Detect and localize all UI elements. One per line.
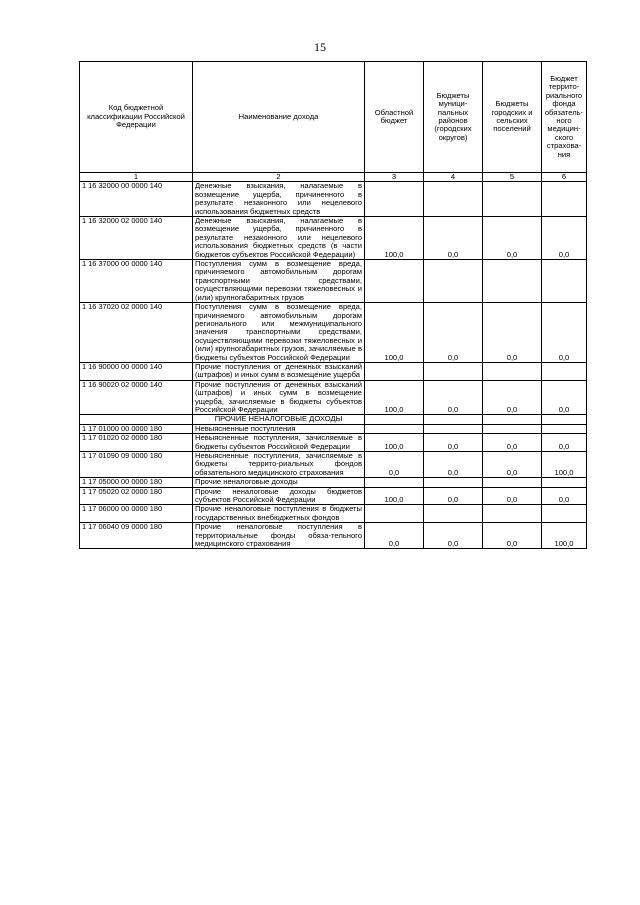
regional-budget-share	[365, 505, 424, 523]
regional-budget-share: 100,0	[365, 434, 424, 452]
municipal-budget-share: 0,0	[424, 217, 483, 260]
municipal-budget-share: 0,0	[424, 523, 483, 549]
medical-fund-share	[542, 424, 587, 433]
municipal-budget-share	[424, 182, 483, 217]
municipal-budget-share	[424, 415, 483, 424]
revenue-name: Прочие поступления от денежных взысканий (штрафов) и иных сумм в возмещение ущерба	[193, 362, 365, 380]
table-row	[80, 217, 587, 260]
revenue-name: Прочие неналоговые доходы	[193, 478, 365, 487]
regional-budget-share: 100,0	[365, 380, 424, 415]
table-row	[80, 260, 587, 303]
table-row	[80, 487, 587, 505]
revenue-code: 1 17 01000 00 0000 180	[80, 424, 193, 433]
municipal-budget-share: 0,0	[424, 380, 483, 415]
municipal-budget-share: 0,0	[424, 487, 483, 505]
settlement-budget-share: 0,0	[483, 217, 542, 260]
settlement-budget-share	[483, 260, 542, 303]
revenue-code: 1 17 06040 09 0000 180	[80, 523, 193, 549]
municipal-budget-share	[424, 505, 483, 523]
column-number: 2	[193, 173, 365, 182]
municipal-budget-share	[424, 362, 483, 380]
settlement-budget-share: 0,0	[483, 487, 542, 505]
medical-fund-share: 0,0	[542, 380, 587, 415]
revenue-name: Невыясненные поступления, зачисляемые в бюджеты субъектов Российской Федерации	[193, 434, 365, 452]
medical-fund-share: 0,0	[542, 487, 587, 505]
regional-budget-share: 0,0	[365, 452, 424, 478]
column-number: 1	[80, 173, 193, 182]
revenue-name: ПРОЧИЕ НЕНАЛОГОВЫЕ ДОХОДЫ	[193, 415, 365, 424]
table-row	[80, 434, 587, 452]
settlement-budget-share: 0,0	[483, 380, 542, 415]
revenue-name: Невыясненные поступления, зачисляемые в бюджеты террито-риальных фондов обязательного медицинского страхования	[193, 452, 365, 478]
column-header-regional-budget: Областной бюджет	[365, 62, 424, 173]
table-row	[80, 303, 587, 363]
revenue-code: 1 17 05000 00 0000 180	[80, 478, 193, 487]
regional-budget-share	[365, 182, 424, 217]
table-row	[80, 478, 587, 487]
revenue-code: 1 16 37000 00 0000 140	[80, 260, 193, 303]
settlement-budget-share	[483, 478, 542, 487]
revenue-code: 1 16 90000 00 0000 140	[80, 362, 193, 380]
settlement-budget-share	[483, 362, 542, 380]
regional-budget-share	[365, 424, 424, 433]
medical-fund-share	[542, 362, 587, 380]
revenue-name: Денежные взыскания, налагаемые в возмещение ущерба, причиненного в результате незаконного или нецелевого использования бюджетных средств (в части бюджетов субъектов Российской Федерации)	[193, 217, 365, 260]
table-row	[80, 452, 587, 478]
medical-fund-share	[542, 182, 587, 217]
revenue-name: Поступления сумм в возмещение вреда, причиняемого автомобильным дорогам регионального или межмуниципального значения транспортными средствами, осуществляющими перевозки тяжеловесных и (или) крупногабаритных грузов, зачисляемые в бюджеты субъектов Российской Федерации	[193, 303, 365, 363]
municipal-budget-share: 0,0	[424, 303, 483, 363]
settlement-budget-share: 0,0	[483, 452, 542, 478]
regional-budget-share	[365, 260, 424, 303]
revenue-name: Прочие неналоговые доходы бюджетов субъектов Российской Федерации	[193, 487, 365, 505]
regional-budget-share	[365, 362, 424, 380]
municipal-budget-share	[424, 478, 483, 487]
medical-fund-share: 0,0	[542, 303, 587, 363]
settlement-budget-share: 0,0	[483, 434, 542, 452]
regional-budget-share: 0,0	[365, 523, 424, 549]
revenue-name: Прочие поступления от денежных взысканий (штрафов) и иных сумм в возмещение ущерба, зачисляемые в бюджеты субъектов Российской Федерации	[193, 380, 365, 415]
regional-budget-share: 100,0	[365, 217, 424, 260]
medical-fund-share: 0,0	[542, 434, 587, 452]
regional-budget-share	[365, 415, 424, 424]
municipal-budget-share	[424, 424, 483, 433]
settlement-budget-share: 0,0	[483, 523, 542, 549]
revenue-classification-table	[79, 61, 587, 549]
column-number: 4	[424, 173, 483, 182]
regional-budget-share: 100,0	[365, 303, 424, 363]
medical-fund-share	[542, 415, 587, 424]
revenue-code: 1 17 05020 02 0000 180	[80, 487, 193, 505]
municipal-budget-share: 0,0	[424, 434, 483, 452]
revenue-name: Прочие неналоговые поступления в территориальные фонды обяза-тельного медицинского страхования	[193, 523, 365, 549]
table-row	[80, 182, 587, 217]
table-row	[80, 523, 587, 549]
settlement-budget-share: 0,0	[483, 303, 542, 363]
revenue-name: Прочие неналоговые поступления в бюджеты государственных внебюджетных фондов	[193, 505, 365, 523]
medical-fund-share: 0,0	[542, 217, 587, 260]
column-header-settlement-budgets: Бюджеты городских и сельских поселений	[483, 62, 542, 173]
regional-budget-share: 100,0	[365, 487, 424, 505]
settlement-budget-share	[483, 505, 542, 523]
column-number: 5	[483, 173, 542, 182]
medical-fund-share	[542, 478, 587, 487]
municipal-budget-share	[424, 260, 483, 303]
medical-fund-share: 100,0	[542, 523, 587, 549]
revenue-code: 1 17 01020 02 0000 180	[80, 434, 193, 452]
table-row	[80, 380, 587, 415]
medical-fund-share	[542, 260, 587, 303]
revenue-name: Невыясненные поступления	[193, 424, 365, 433]
revenue-code: 1 16 37020 02 0000 140	[80, 303, 193, 363]
settlement-budget-share	[483, 182, 542, 217]
table-header-row	[80, 62, 587, 173]
column-header-name: Наименование дохода	[193, 62, 365, 173]
municipal-budget-share: 0,0	[424, 452, 483, 478]
revenue-name: Поступления сумм в возмещение вреда, причиняемого автомобильным дорогам транспортными средствами, осуществляющими перевозки тяжеловесных и (или) крупногабаритных грузов	[193, 260, 365, 303]
revenue-code: 1 16 90020 02 0000 140	[80, 380, 193, 415]
column-number: 3	[365, 173, 424, 182]
revenue-name: Денежные взыскания, налагаемые в возмещение ущерба, причиненного в результате незаконного или нецелевого использования бюджетных средств	[193, 182, 365, 217]
column-number: 6	[542, 173, 587, 182]
revenue-code: 1 17 06000 00 0000 180	[80, 505, 193, 523]
regional-budget-share	[365, 478, 424, 487]
column-header-municipal-budgets: Бюджеты муници-пальных районов (городских округов)	[424, 62, 483, 173]
medical-fund-share	[542, 505, 587, 523]
medical-fund-share: 100,0	[542, 452, 587, 478]
table-row	[80, 415, 587, 424]
revenue-code: 1 16 32000 00 0000 140	[80, 182, 193, 217]
page-number: 15	[314, 40, 326, 54]
table-row	[80, 362, 587, 380]
settlement-budget-share	[483, 424, 542, 433]
revenue-code: 1 17 01090 09 0000 180	[80, 452, 193, 478]
column-header-code: Код бюджетной классификации Российской Федерации	[80, 62, 193, 173]
column-header-medical-insurance-fund: Бюджет террито-риального фонда обязатель-ного медицин-ского страхова-ния	[542, 62, 587, 173]
revenue-code	[80, 415, 193, 424]
table-body	[80, 182, 587, 549]
revenue-code: 1 16 32000 02 0000 140	[80, 217, 193, 260]
table-row	[80, 505, 587, 523]
settlement-budget-share	[483, 415, 542, 424]
